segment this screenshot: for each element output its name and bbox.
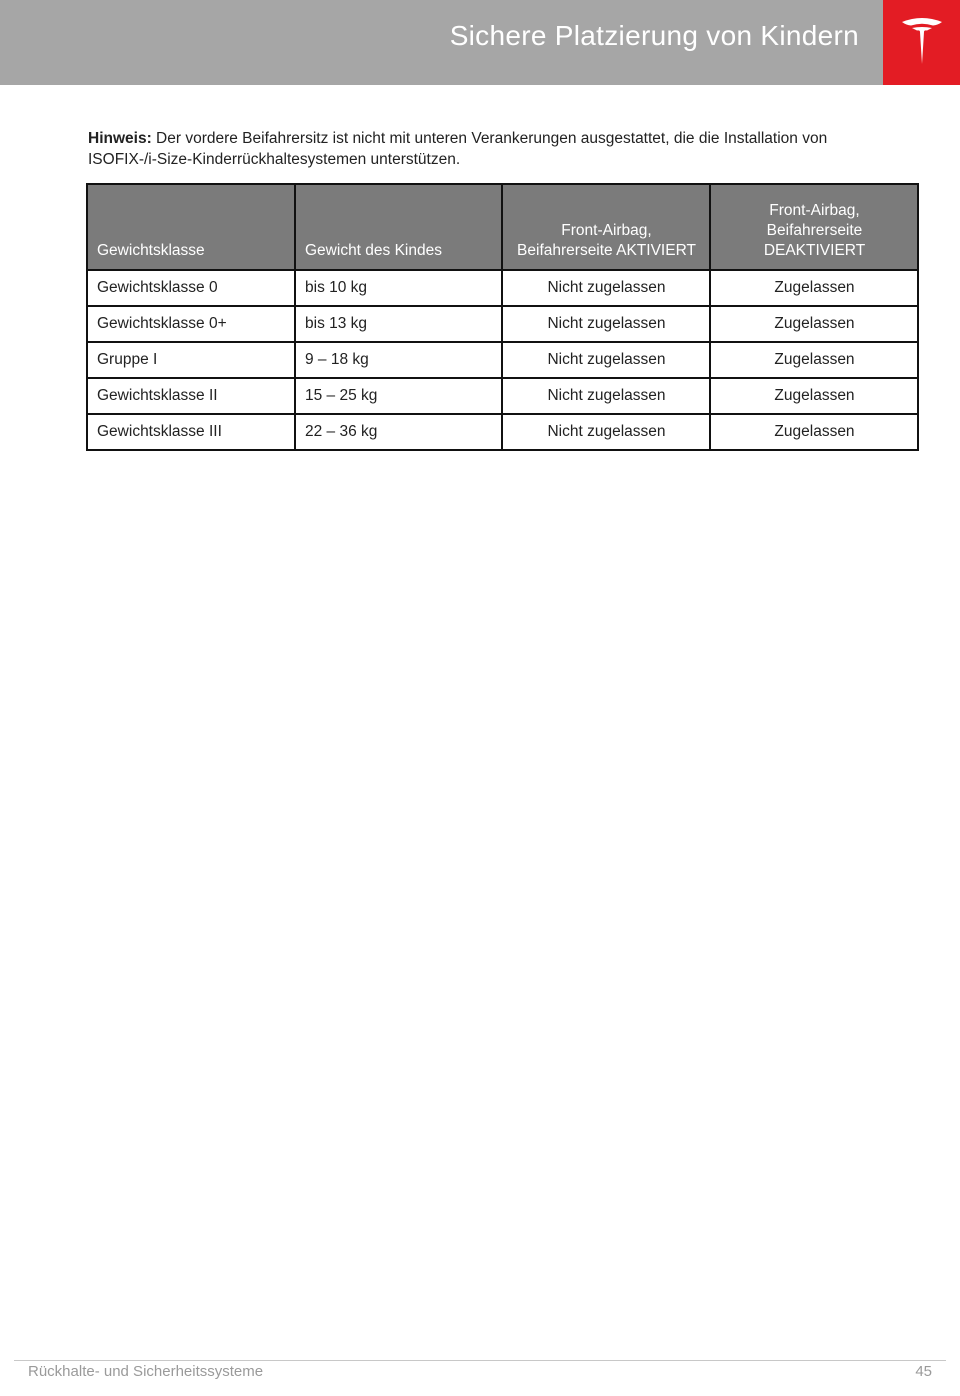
child-seat-table	[86, 183, 919, 451]
footer-section-title: Rückhalte- und Sicherheitssysteme	[28, 1363, 264, 1380]
airbag-inactive-cell: Zugelassen	[710, 306, 918, 342]
note-text: Der vordere Beifahrersitz ist nicht mit unteren Verankerungen ausgestattet, die die Installation von ISOFIX-/i-Size-Kinderrückhaltesystemen unterstützen.	[88, 130, 828, 168]
table-row	[87, 306, 918, 342]
weight-class-cell: Gruppe I	[87, 342, 295, 378]
airbag-inactive-cell: Zugelassen	[710, 414, 918, 450]
table-row	[87, 270, 918, 306]
child-weight-cell: bis 10 kg	[295, 270, 502, 306]
child-weight-cell: 9 – 18 kg	[295, 342, 502, 378]
airbag-active-cell: Nicht zugelassen	[502, 342, 710, 378]
airbag-active-cell: Nicht zugelassen	[502, 414, 710, 450]
header-child-weight: Gewicht des Kindes	[295, 184, 502, 270]
child-weight-cell: 22 – 36 kg	[295, 414, 502, 450]
airbag-inactive-cell: Zugelassen	[710, 342, 918, 378]
header-airbag-active: Front-Airbag, Beifahrerseite AKTIVIERT	[502, 184, 710, 270]
logo-box	[883, 0, 960, 85]
table-row	[87, 342, 918, 378]
note-paragraph	[88, 128, 888, 170]
weight-class-cell: Gewichtsklasse 0+	[87, 306, 295, 342]
page-number: 45	[915, 1363, 932, 1380]
airbag-active-cell: Nicht zugelassen	[502, 306, 710, 342]
weight-class-cell: Gewichtsklasse 0	[87, 270, 295, 306]
airbag-active-cell: Nicht zugelassen	[502, 270, 710, 306]
child-weight-cell: 15 – 25 kg	[295, 378, 502, 414]
table-header-row	[87, 184, 918, 270]
footer-divider	[14, 1360, 946, 1361]
child-weight-cell: bis 13 kg	[295, 306, 502, 342]
header-airbag-inactive: Front-Airbag, Beifahrerseite DEAKTIVIERT	[710, 184, 918, 270]
header-band	[0, 0, 883, 85]
airbag-active-cell: Nicht zugelassen	[502, 378, 710, 414]
note-label: Hinweis:	[88, 130, 152, 147]
tesla-logo-icon	[900, 16, 944, 66]
header-weight-class: Gewichtsklasse	[87, 184, 295, 270]
weight-class-cell: Gewichtsklasse III	[87, 414, 295, 450]
table-row	[87, 414, 918, 450]
airbag-inactive-cell: Zugelassen	[710, 378, 918, 414]
page-title: Sichere Platzierung von Kindern	[449, 20, 859, 51]
weight-class-cell: Gewichtsklasse II	[87, 378, 295, 414]
airbag-inactive-cell: Zugelassen	[710, 270, 918, 306]
table-row	[87, 378, 918, 414]
